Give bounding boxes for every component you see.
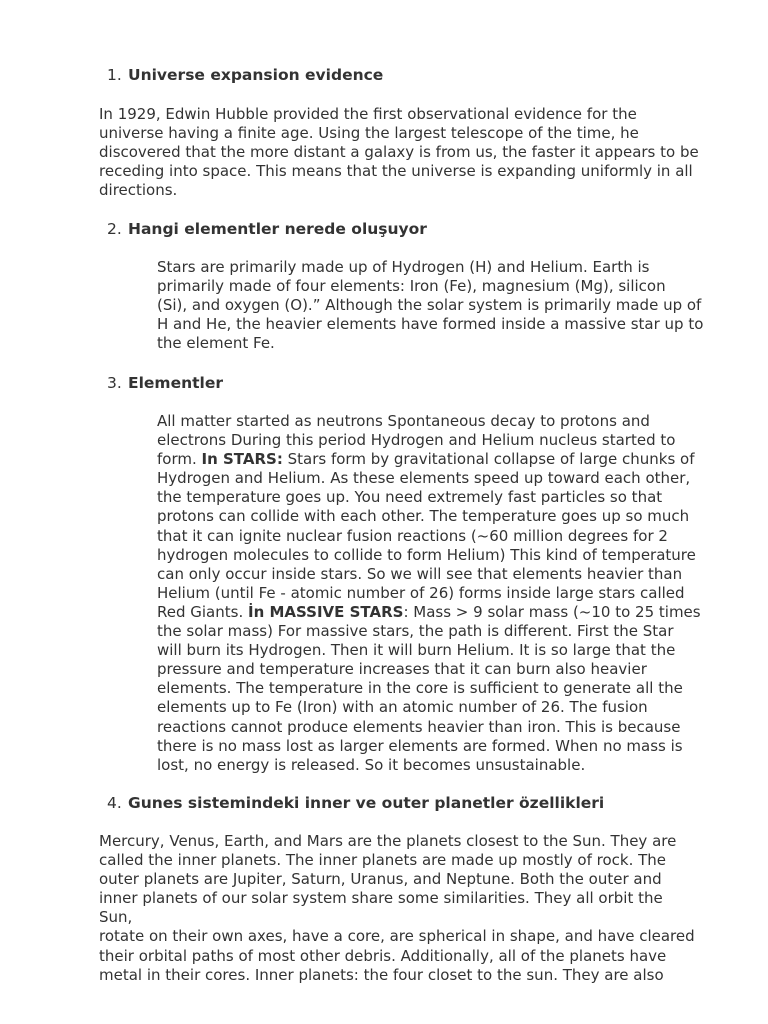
section-title: Gunes sistemindeki inner ve outer planetler özellikleri xyxy=(128,794,605,812)
section-body-2: Stars are primarily made up of Hydrogen (H) and Helium. Earth is primarily made of four elements: Iron (Fe), magnesium (Mg), silicon (Si), and oxygen (O).” Although the solar system is primarily made up of H and He, the heavier elements have formed inside a massive star up to the element Fe. xyxy=(157,258,704,353)
section-heading-2 xyxy=(107,220,427,239)
section-body-4: Mercury, Venus, Earth, and Mars are the planets closest to the Sun. They are called the inner planets. The inner planets are made up mostly of rock. The outer planets are Jupiter, Saturn, Uranus, and Neptune. Both the outer and inner planets of our solar system share some similarities. They all orbit the Sun, rotate on their own axes, have a core, are spherical in shape, and have cleared their orbital paths of most other debris. Additionally, all of the planets have metal in their cores. Inner planets: the four closet to the sun. They are also xyxy=(99,832,695,984)
section-title: Elementler xyxy=(128,374,223,392)
section-number: 1. xyxy=(107,66,122,84)
body-text: Stars form by gravitational collapse of large chunks of Hydrogen and Helium. As these elements speed up toward each other, the temperature goes up. You need extremely fast particles so that protons can collide with each other. The temperature goes up so much that it can ignite nuclear fusion reactions (~60 million degrees for 2 hydrogen molecules to collide to form Helium) This kind of temperature can only occur inside stars. So we will see that elements heavier than Helium (until Fe - atomic number of 26) forms inside large stars called Red Giants. xyxy=(157,450,696,621)
section-body-3 xyxy=(157,412,717,775)
bold-term-massive-stars: İn MASSIVE STARS xyxy=(248,602,404,621)
section-number: 2. xyxy=(107,220,122,238)
section-heading-1 xyxy=(107,66,383,85)
section-heading-3 xyxy=(107,374,223,393)
section-number: 4. xyxy=(107,794,122,812)
section-heading-4 xyxy=(107,794,604,813)
section-number: 3. xyxy=(107,374,122,392)
section-title: Hangi elementler nerede oluşuyor xyxy=(128,220,427,238)
bold-term-in-stars: In STARS: xyxy=(201,450,283,469)
section-body-1: In 1929, Edwin Hubble provided the first observational evidence for the universe having a finite age. Using the largest telescope of the time, he discovered that the more distant a galaxy is from us, the faster it appears to be receding into space. This means that the universe is expanding uniformly in all directions. xyxy=(99,105,699,200)
body-text: : Mass > 9 solar mass (~10 to 25 times the solar mass) For massive stars, the path is different. First the Star will burn its Hydrogen. Then it will burn Helium. It is so large that the pressure and temperature increases that it can burn also heavier elements. The temperature in the core is sufficient to generate all the elements up to Fe (Iron) with an atomic number of 26. The fusion reactions cannot produce elements heavier than iron. This is because there is no mass lost as larger elements are formed. When no mass is lost, no energy is released. So it becomes unsustainable. xyxy=(157,602,701,774)
body-text: All matter started as neutrons Spontaneous decay to protons and electrons During this period Hydrogen and Helium nucleus started to form. xyxy=(157,412,676,469)
section-title: Universe expansion evidence xyxy=(128,66,384,84)
